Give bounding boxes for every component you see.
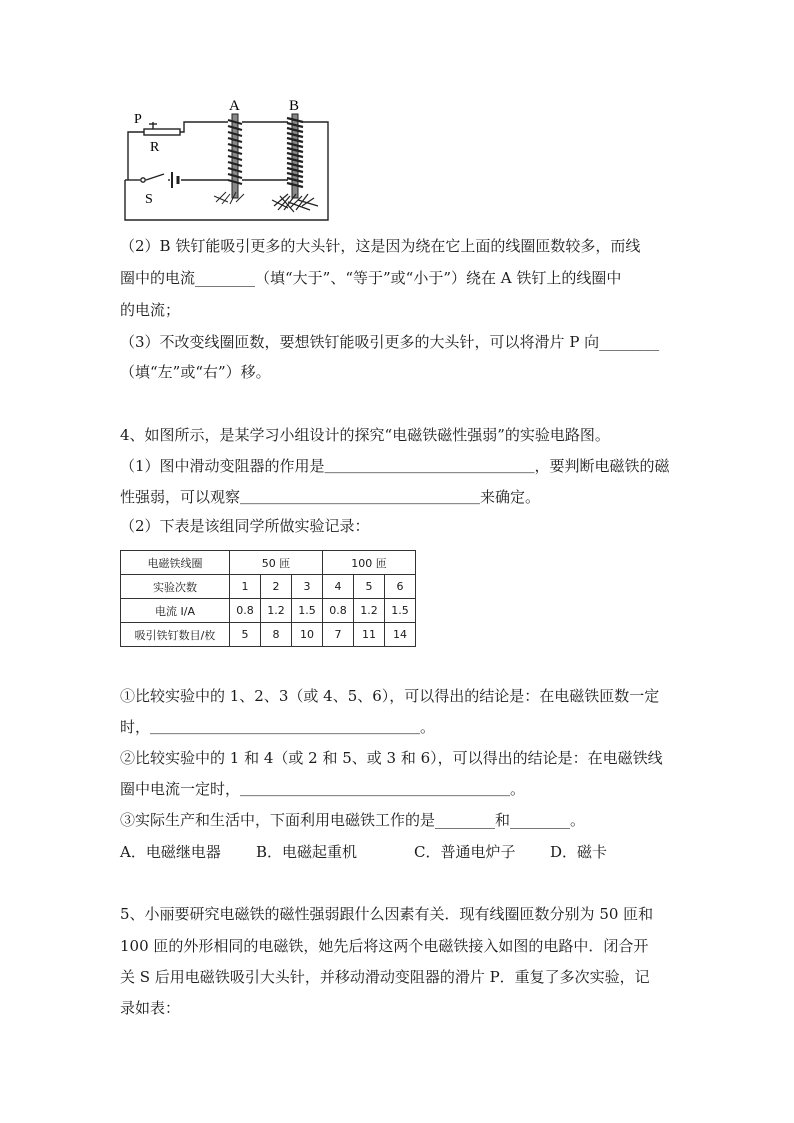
table-row [121, 551, 416, 575]
q5-line-2: 100 匝的外形相同的电磁铁，她先后将这两个电磁铁接入如图的电路中．闭合开 [120, 937, 649, 955]
q4-c2-line-1: ②比较实验中的 1 和 4（或 2 和 5、或 3 和 6），可以得出的结论是：在电磁铁线 [120, 749, 663, 767]
option-c: C．普通电炉子 [414, 843, 516, 861]
table-cell: 1.2 [261, 599, 292, 623]
experiment-table [120, 550, 416, 647]
row-header: 电流 I/A [121, 599, 230, 623]
option-d: D．磁卡 [550, 843, 608, 861]
table-cell: 14 [385, 623, 416, 647]
table-cell: 6 [385, 575, 416, 599]
q3-line-1: （2）B 铁钉能吸引更多的大头针，这是因为绕在它上面的线圈匝数较多，而线 [120, 237, 641, 255]
row-header: 吸引铁钉数目/枚 [121, 623, 230, 647]
table-row [121, 575, 416, 599]
label-a: A [229, 98, 240, 114]
q4-c1-line-2: 时，＿＿＿＿＿＿＿＿＿＿＿＿＿＿＿＿＿＿。 [120, 718, 436, 736]
q5-line-1: 5、小丽要研究电磁铁的磁性强弱跟什么因素有关．现有线圈匝数分别为 50 匝和 [120, 905, 654, 923]
table-cell: 10 [292, 623, 323, 647]
group-100-header: 100 匝 [323, 551, 416, 575]
table-cell: 1.5 [292, 599, 323, 623]
label-r: R [150, 140, 160, 155]
q4-p1-line-2: 性强弱，可以观察＿＿＿＿＿＿＿＿＿＿＿＿＿＿＿＿来确定。 [120, 488, 541, 506]
table-cell: 5 [354, 575, 385, 599]
q4-c2-line-2: 圈中电流一定时，＿＿＿＿＿＿＿＿＿＿＿＿＿＿＿＿＿＿。 [120, 780, 526, 798]
q5-line-4: 录如表： [120, 999, 181, 1017]
table-cell: 8 [261, 623, 292, 647]
label-b: B [289, 98, 300, 114]
row-header: 实验次数 [121, 575, 230, 599]
q4-c3: ③实际生产和生活中，下面利用电磁铁工作的是________和________。 [120, 811, 586, 829]
table-cell: 1 [230, 575, 261, 599]
q4-p1-line-1: （1）图中滑动变阻器的作用是＿＿＿＿＿＿＿＿＿＿＿＿＿＿，要判断电磁铁的磁 [120, 457, 670, 475]
option-b: B．电磁起重机 [256, 843, 358, 861]
q3-line-4: （3）不改变线圈匝数，要想铁钉能吸引更多的大头针，可以将滑片 P 向________ [120, 333, 660, 351]
q3-line-2: 圈中的电流________（填“大于”、“等于”或“小于”）绕在 A 铁钉上的线圈中 [120, 269, 622, 287]
table-cell: 0.8 [323, 599, 354, 623]
q3-line-5: （填“左”或“右”）移。 [120, 363, 271, 381]
table-row [121, 623, 416, 647]
circuit-figure [118, 96, 338, 226]
table-cell: 11 [354, 623, 385, 647]
q4-c1-line-1: ①比较实验中的 1、2、3（或 4、5、6），可以得出的结论是：在电磁铁匝数一定 [120, 687, 660, 705]
q3-line-3: 的电流； [120, 301, 181, 319]
table-cell: 4 [323, 575, 354, 599]
table-cell: 5 [230, 623, 261, 647]
q5-line-3: 关 S 后用电磁铁吸引大头针，并移动滑动变阻器的滑片 P．重复了多次实验，记 [120, 968, 650, 986]
table-row [121, 599, 416, 623]
row-header: 电磁铁线圈 [121, 551, 230, 575]
table-cell: 7 [323, 623, 354, 647]
table-cell: 1.2 [354, 599, 385, 623]
nail-b [272, 114, 318, 212]
label-p: P [134, 112, 142, 127]
label-s: S [145, 192, 153, 207]
table-cell: 1.5 [385, 599, 416, 623]
table-cell: 3 [292, 575, 323, 599]
nail-a [214, 114, 244, 204]
q4-p2: （2）下表是该组同学所做实验记录： [120, 517, 370, 535]
group-50-header: 50 匝 [230, 551, 323, 575]
table-cell: 0.8 [230, 599, 261, 623]
table-cell: 2 [261, 575, 292, 599]
option-a: A．电磁继电器 [120, 843, 221, 861]
q4-intro: 4、如图所示，是某学习小组设计的探究“电磁铁磁性强弱”的实验电路图。 [120, 426, 610, 444]
